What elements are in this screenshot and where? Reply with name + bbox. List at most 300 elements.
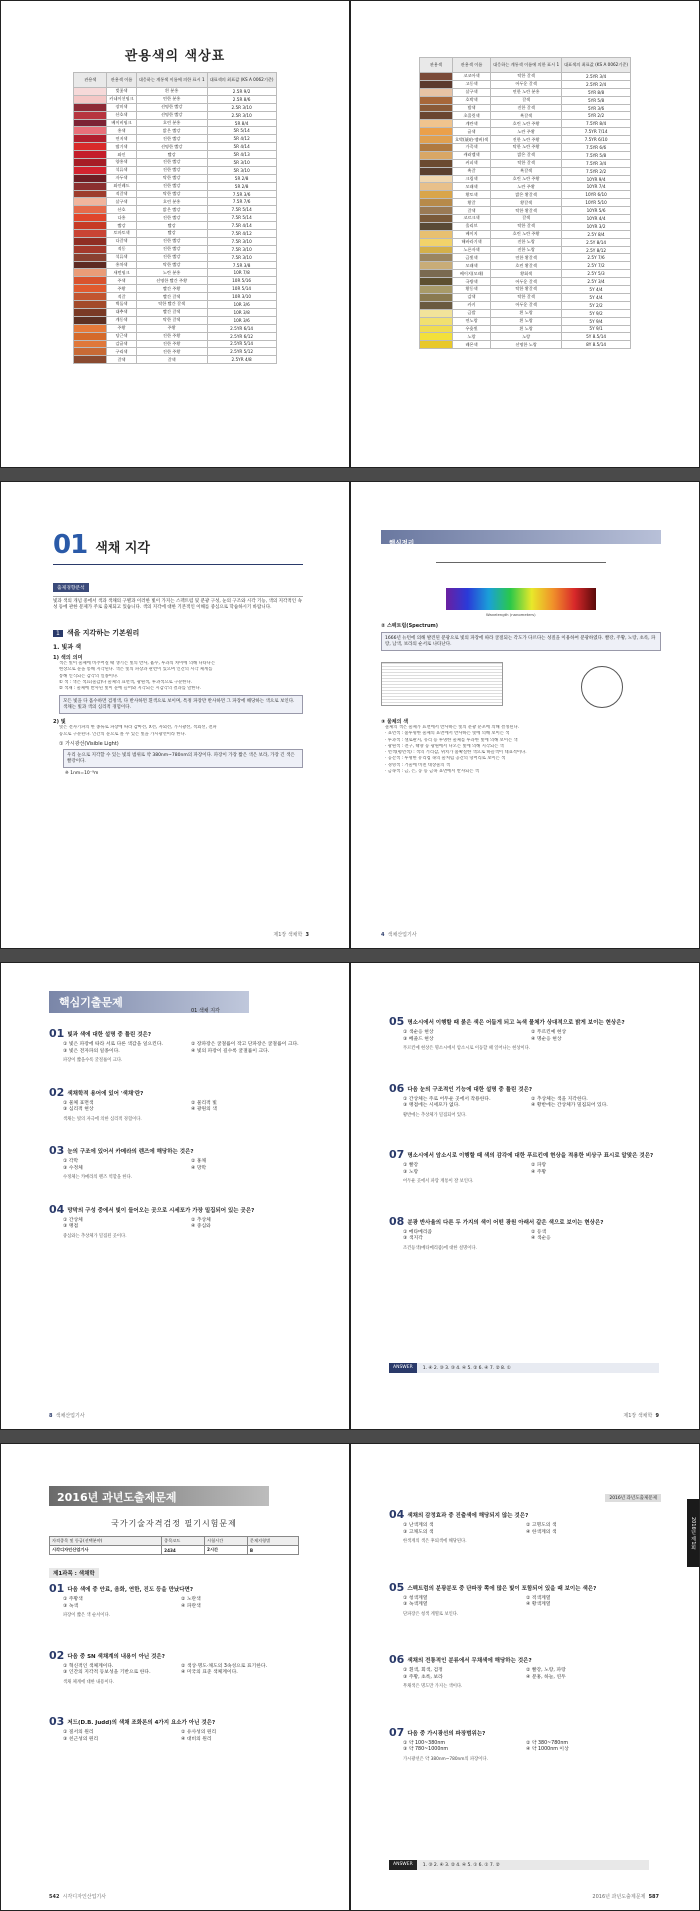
color-name: 레몬색 [452,341,490,349]
color-name: 연지색 [107,135,136,143]
table-row [74,143,276,151]
question-option[interactable]: ④ 한색계의 색 [526,1529,557,1535]
question-option[interactable]: ① 빛은 파장에 따라 서로 다른 색감을 일으킨다. [63,1042,163,1047]
munsell-value: 10R 5/14 [207,285,276,293]
question-option[interactable]: ④ 약 1000nm 이상 [526,1747,569,1753]
color-name: 빨강 [107,222,136,230]
exam-banner-title: 2016년 과년도출제문제 [57,1491,177,1504]
question-text: 다음 색에 중 안료, 음화, 연한, 진도 등을 만났다면? [67,1587,194,1593]
body-line: · 금속색 : 금, 은, 동 등 금속 표면에서 반사되는 색 [385,769,479,775]
system-color-name: 황갈색 [491,199,562,207]
question-text: 망막의 구성 중에서 빛이 들어오는 곳으로 시세포가 가장 밀집되어 있는 곳은? [67,1207,255,1214]
system-color-name: 선명한 빨강 [136,143,207,151]
footer-label: 제1장 색채학 [623,1413,653,1419]
body-line: 색은 빛이 물체에 비추어질 때 생기는 빛의 반사, 흡수, 투과의 차이에 의해 나타나는 [59,661,216,666]
table-row [74,182,276,190]
question-options [63,1042,319,1055]
question-list [49,1582,299,1773]
chapter-title: 색채 지각 [95,541,150,556]
question-option[interactable]: ② 유사성의 원리 [181,1730,217,1736]
question-item [389,1215,659,1252]
question-option[interactable]: ③ 녹색계열 [403,1602,428,1608]
page-footer [592,1893,659,1900]
page-footer [49,1412,85,1419]
question-options [403,1668,649,1681]
munsell-value: 2.5YR 4/8 [207,356,276,364]
body-line: 빛은 전자기파의 한 종류로 파장에 따라 감마선, X선, 자외선, 가시광선, 적외선, 전파 [59,725,217,731]
question-option[interactable]: ④ 주황 [531,1169,547,1175]
system-color-name: 노랑 [491,333,562,341]
question-option[interactable]: ③ 맹점 [63,1224,79,1230]
table-row [419,301,630,309]
table-row [419,262,630,270]
color-name: 갈색 [107,356,136,364]
table-row [74,316,276,324]
system-color-name: 흐린 분홍 [136,119,207,127]
color-swatch [419,254,452,262]
munsell-value: 5R 5/14 [207,127,276,135]
table-row [419,230,630,238]
answer-label: ANSWER [389,1363,417,1373]
color-name: 벚꽃색 [107,88,136,96]
color-swatch [74,127,107,135]
system-color-name: 빨간 갈색 [136,293,207,301]
munsell-value: 7.5R 3/6 [207,190,276,198]
color-name: 당근색 [107,332,136,340]
question-option[interactable]: ③ 노랑 [403,1169,419,1175]
system-color-name: 밝은 갈색 [491,151,562,159]
munsell-value: 10YR 9/4 [562,175,631,183]
munsell-value: 5R 3/10 [207,159,276,167]
question-option[interactable]: ④ 파란색 [181,1603,201,1609]
question-option[interactable]: ② 색상·명도·채도의 3속성으로 표기한다. [181,1663,268,1669]
question-row [49,1715,299,1728]
question-option[interactable]: ④ 빛의 파장이 길수록 굴절률이 크다. [191,1048,270,1054]
color-swatch [419,136,452,144]
subsection-title: 1. 빛과 색 [53,644,82,651]
question-item [389,1653,649,1690]
color-name: 계동색 [107,316,136,324]
munsell-value: 10R 3/6 [207,301,276,309]
munsell-value: 7.5YR 7/14 [562,128,631,136]
question-option[interactable]: ④ 색순응 [531,1236,551,1242]
color-swatch [419,222,452,230]
table-row [419,199,630,207]
footer-label: 색채산업기사 [55,1413,85,1419]
munsell-value: 7.5R 3/10 [207,237,276,245]
page-number: 8 [49,1413,53,1419]
question-row [389,1653,649,1666]
table-row [74,261,276,269]
question-item [389,1148,659,1185]
table-header-cell: 관용색 [419,58,452,73]
table-row [419,293,630,301]
page-footer [273,931,309,938]
question-row [389,1581,649,1594]
question-option[interactable]: ③ 수정체 [63,1165,83,1171]
system-color-name: 흑갈색 [491,112,562,120]
question-option[interactable]: ② 장파장은 굴절률이 작고 단파장은 굴절률이 크다. [191,1042,299,1047]
question-row [49,1203,319,1216]
answer-label: ANSWER [389,1860,417,1870]
color-swatch [74,88,107,96]
table-row [419,159,630,167]
question-option[interactable]: ③ 베졸드 현상 [403,1036,434,1042]
page-footer [49,1893,106,1900]
munsell-value: 10R 5/16 [207,277,276,285]
munsell-value: 5YR 3/6 [562,104,631,112]
color-name: 적갈 [107,293,136,301]
body-line: · 표면색 : 불투명한 물체의 표면에서 반사하는 빛에 의해 보이는 색 [385,731,510,737]
table-row [74,214,276,222]
color-swatch [74,237,107,245]
table-row [74,190,276,198]
body-line: · 공간색 : 투명한 유리컵 속의 물처럼 공간의 덩어리로 보이는 색 [385,756,506,762]
munsell-value: 5R 4/14 [207,143,276,151]
section-1 [53,628,303,777]
question-explanation: 중심와는 추상체가 밀집된 곳이다. [63,1233,127,1239]
question-option[interactable]: ④ 광원의 색 [191,1107,217,1113]
question-option[interactable]: ① 주황색 [63,1597,83,1602]
color-name: 주황 [107,324,136,332]
color-swatch [74,119,107,127]
question-option[interactable]: ② 고명도의 색 [526,1523,557,1528]
question-text: 색채의 감정효과 중 진출색에 해당되지 않는 것은? [407,1513,529,1519]
system-color-name: 흰 분홍 [136,88,207,96]
side-tab-label: 2016년 제1회 [690,1516,696,1550]
question-option[interactable]: ① 각막 [63,1159,79,1165]
page-number: 4 [381,932,385,938]
question-option[interactable]: ④ 분홍, 하늘, 연두 [526,1674,566,1680]
system-color-name: 탁한 황갈색 [491,286,562,294]
answer-key: 1. ③ 2. ④ 3. ② 4. ④ 5. ① 6. ① 7. ② [422,1862,500,1868]
color-swatch [419,73,452,81]
color-name: 카키 [452,301,490,309]
footnote: ※ 1nm=10⁻⁹m [65,771,99,777]
question-item [389,1508,649,1545]
light-body [59,725,303,738]
question-item [49,1144,319,1181]
question-option[interactable]: ③ 친근성의 원리 [63,1736,99,1742]
color-swatch [74,214,107,222]
color-swatch [74,261,107,269]
question-option[interactable]: ③ 색지각 [403,1236,423,1242]
question-item [49,1649,299,1686]
info-header-cell: 종목코드 [162,1537,205,1546]
item-title-object-color: ③ 물체의 색 [381,719,409,725]
question-option[interactable]: ② 추상체 [191,1217,211,1223]
question-option[interactable]: ② 등색 [531,1229,547,1235]
body-line: ① 색 : 색은 색료(물감)나 물체의 표면색, 광원색, 투과색으로 구분한다. [59,679,192,685]
munsell-value: 5R 3/10 [207,166,276,174]
trend-box [53,574,303,610]
table-row [74,166,276,174]
question-option[interactable]: ② 약 380~780nm [526,1740,569,1746]
munsell-value: 5R 2/8 [207,174,276,182]
question-item [49,1203,319,1240]
spectrum-caption: Wavelength (nanometers) [486,612,536,617]
question-list [49,1027,319,1261]
question-option[interactable]: ② 푸르킨예 현상 [531,1030,567,1035]
color-name: 고동색 [452,80,490,88]
color-swatch [419,238,452,246]
question-option[interactable]: ① 약 100~380nm [403,1740,446,1746]
munsell-value: 2.5Y 7/6 [562,254,631,262]
table-row [419,191,630,199]
question-option[interactable]: ④ 미국의 표준 색체계이다. [181,1670,238,1676]
system-color-name: 노란 주황 [491,183,562,191]
table-row [419,120,630,128]
question-option[interactable]: ③ 약 780~1000nm [403,1747,449,1753]
table-row [74,119,276,127]
table-row [419,270,630,278]
question-option[interactable]: ① 간상체는 주로 어두운 곳에서 작용한다. [403,1096,491,1102]
color-swatch [419,317,452,325]
question-item [49,1027,319,1064]
system-color-name: 선명한 빨강 [136,111,207,119]
page-core-questions-2 [350,962,700,1430]
color-name: 베이비핑크 [107,119,136,127]
question-text: 명소시에서 이행할 때 붉은 색은 어둡게 되고 녹색 물체가 상대적으로 밝게 보이는 현상은? [407,1020,625,1026]
table-row [419,128,630,136]
color-swatch [74,253,107,261]
system-color-name: 진한 주황 [136,332,207,340]
munsell-value: 10YR 7/4 [562,183,631,191]
question-option[interactable]: ① 혁신적인 색체계이다. [63,1663,114,1669]
munsell-value: 7.5YR 5/8 [562,151,631,159]
table-row [419,96,630,104]
table-row [74,340,276,348]
question-option[interactable]: ④ 황색계열 [526,1602,551,1608]
question-option[interactable]: ① 메타메리즘 [403,1229,432,1235]
question-option[interactable]: ③ 인간의 지각적 등보성을 기반으로 한다. [63,1670,151,1676]
question-option[interactable]: ③ 고채도의 색 [403,1529,434,1535]
color-swatch [419,215,452,223]
question-options [63,1159,319,1172]
answer-bar [389,1860,649,1870]
color-swatch [74,301,107,309]
question-text: 다음 눈의 구조적인 기능에 대한 설명 중 틀린 것은? [407,1086,533,1093]
system-color-name: 진한 빨강 [136,214,207,222]
system-color-name: 진한 빨강 [136,159,207,167]
question-option[interactable]: ③ 맹점에는 시세포가 없다. [403,1103,460,1109]
question-option[interactable]: ② 파랑 [531,1163,547,1169]
question-list [389,1015,659,1281]
munsell-value: 2.5YR 6/14 [207,324,276,332]
exam-info-table [49,1536,299,1555]
question-option[interactable]: ④ 황반에는 간상체가 밀집되어 있다. [531,1103,608,1109]
system-color-name: 연한 노란 분홍 [491,88,562,96]
question-explanation: 가시광선은 약 380nm~780nm의 파장이다. [403,1756,488,1762]
question-option[interactable]: ① 난색계의 색 [403,1523,434,1528]
question-option[interactable]: ② 홍채 [191,1159,207,1165]
color-table [73,72,276,364]
system-color-name: 흐린 노란 주황 [491,230,562,238]
question-options [63,1730,299,1743]
question-option[interactable]: ③ 녹색 [63,1603,79,1609]
item-title: 1) 색의 의미 [53,655,83,661]
system-color-name: 흐린 분홍 [136,198,207,206]
table-row [74,245,276,253]
answer-key: 1. ④ 2. ③ 3. ③ 4. ④ 5. ② 6. ④ 7. ② 8. ① [422,1365,511,1371]
color-swatch [74,324,107,332]
color-name: 구리색 [107,348,136,356]
question-number: 04 [389,1508,405,1521]
question-option[interactable]: ④ 중심와 [191,1224,211,1230]
color-swatch [74,111,107,119]
system-color-name: 빨강 [136,230,207,238]
system-color-name: 진한 주황 [136,340,207,348]
system-color-name: 탁한 갈색 [491,222,562,230]
color-name: 살구색 [107,198,136,206]
question-explanation: 수정체는 카메라의 렌즈 역할을 한다. [63,1175,133,1181]
color-swatch [419,120,452,128]
object-color-body [385,725,661,775]
color-swatch [74,285,107,293]
info-header-cell: 문제지형별 [247,1537,298,1546]
system-color-name: 진한 갈색 [491,104,562,112]
color-swatch [419,183,452,191]
system-color-name: 탁한 노란 주황 [491,144,562,152]
chapter-heading [53,530,150,560]
color-swatch [419,309,452,317]
table-row [74,324,276,332]
system-color-name: 선명한 빨강 [136,103,207,111]
munsell-value: 7.5R 3/8 [207,261,276,269]
page-color-table-2 [350,0,700,468]
munsell-value: 10R 3/10 [207,293,276,301]
question-option[interactable]: ④ 명순응 현상 [531,1036,562,1042]
question-option[interactable]: ① 빨강 [403,1163,419,1169]
munsell-value: 2.5YR 2/4 [562,80,631,88]
color-swatch [419,112,452,120]
question-number: 05 [389,1580,405,1594]
munsell-value: 5R 2/8 [207,182,276,190]
system-color-name: 어두운 갈색 [491,80,562,88]
info-header-cell: 시험시간 [205,1537,248,1546]
question-options [403,1741,649,1754]
question-text: 색채의 전통적인 분류에서 무채색에 해당하는 것은? [407,1658,532,1665]
header-tab: 2016년 과년도출제문제 [605,1494,661,1502]
question-item [49,1715,299,1743]
table-row [74,95,276,103]
table-row [74,277,276,285]
munsell-value: 5Y 9/4 [562,317,631,325]
munsell-value: 7.5YR 3/4 [562,159,631,167]
system-color-name: 빨간 갈색 [136,308,207,316]
color-swatch [74,143,107,151]
table-row [419,215,630,223]
question-item [389,1581,649,1618]
color-swatch [419,88,452,96]
chapter-rule [53,564,303,565]
color-swatch [74,230,107,238]
question-option[interactable]: ① 색순응 현상 [403,1030,434,1035]
question-option[interactable]: ① 간상체 [63,1217,83,1223]
color-name: 다홍 [107,214,136,222]
color-swatch [419,96,452,104]
question-row [49,1027,319,1040]
footer-label: 제1장 색채학 [273,932,303,938]
munsell-value: 10YR 5/6 [562,207,631,215]
question-explanation: 색채는 빛의 자극에 의한 심리적 경험이다. [63,1116,142,1122]
system-color-name: 탁한 갈색 [491,159,562,167]
color-swatch [74,151,107,159]
question-option[interactable]: ④ 망막 [191,1165,207,1171]
info-header-cell: 자격종목 및 등급(선택분야) [50,1537,162,1546]
info-value-cell: 2434 [162,1546,205,1555]
question-option[interactable]: ② 적색계열 [526,1595,551,1601]
prism-diagram [381,662,503,706]
body-line: 현상으로 눈을 통해 지각된다. 색은 빛의 파장과 관련이 있으며 인간의 시각 체계를 [59,667,213,673]
color-name: 카네이션핑크 [107,95,136,103]
color-name: 자두색 [107,174,136,182]
color-swatch [419,246,452,254]
question-option[interactable]: ④ 대비의 원리 [181,1736,212,1742]
question-row [389,1726,649,1739]
munsell-value: 2.5YR 6/12 [207,332,276,340]
question-number: 03 [49,1715,65,1729]
question-list [389,1508,649,1798]
table-row [74,332,276,340]
question-options [63,1597,299,1610]
system-color-name: 밝은 황갈색 [491,191,562,199]
question-option[interactable]: ② 노란색 [181,1597,201,1602]
table-row [419,151,630,159]
question-option[interactable]: ② 추상체는 색을 지각한다. [531,1096,588,1102]
footer-label: 색채산업기사 [387,932,417,938]
system-color-name: 흐린 노란 주황 [491,175,562,183]
system-color-name: 탁한 갈색 [136,316,207,324]
question-option[interactable]: ③ 심리적 현상 [63,1107,94,1113]
question-item [389,1082,659,1119]
color-name: 딸기색 [107,143,136,151]
question-option[interactable]: ① 질서의 원리 [63,1730,94,1736]
color-swatch [74,103,107,111]
color-swatch [74,332,107,340]
color-swatch [74,95,107,103]
system-color-name: 탁한 빨강 [136,190,207,198]
question-option[interactable]: ② 물리적 빛 [191,1100,217,1106]
color-name: 주황 [107,285,136,293]
munsell-value: 2.5YR 5/14 [207,340,276,348]
system-color-name: 선명한 빨간 주황 [136,277,207,285]
footer-label: 시각디자인산업기사 [62,1894,107,1900]
table-row [419,136,630,144]
system-color-name: 연한 황갈색 [491,254,562,262]
table-row [74,103,276,111]
spectrum-note: 1666년 뉴턴에 의해 발견된 분광으로 빛의 파장에 따라 굴절되는 각도가 다르다는 성질을 이용하여 분광하였다. 빨강, 주황, 노랑, 초록, 파랑, 남색, 보라의 순서로 나타난다. [381,632,661,651]
table-header-cell: 대응하는 계통색 이름에 의한 표시 1 [491,58,562,73]
question-option[interactable]: ① 청색계열 [403,1595,428,1601]
system-color-name: 황회색 [491,270,562,278]
question-option[interactable]: ① 물체 표면색 [63,1100,94,1106]
body-line: 물체의 색은 물체가 표면에서 반사하는 빛의 분광 분포에 의해 결정된다. [385,725,520,730]
question-text: 색채학적 용어에 있어 '색채'란? [67,1090,144,1097]
system-color-name: 흐린 노란 주황 [491,120,562,128]
question-text: 눈의 구조에 있어서 카메라의 렌즈에 해당하는 것은? [67,1149,194,1156]
system-color-name: 탁한 빨강 [136,174,207,182]
question-option[interactable]: ② 빨강, 노랑, 파랑 [526,1668,566,1674]
question-number: 06 [389,1081,405,1095]
question-option[interactable]: ③ 빛은 전자파의 일종이다. [63,1048,120,1054]
page-number: 3 [305,932,309,938]
question-option[interactable]: ① 흰색, 회색, 검정 [403,1668,443,1674]
color-name: 노른자색 [452,246,490,254]
color-swatch [74,348,107,356]
question-option[interactable]: ③ 주황, 초록, 보라 [403,1674,443,1680]
page-color-table-1 [0,0,350,468]
